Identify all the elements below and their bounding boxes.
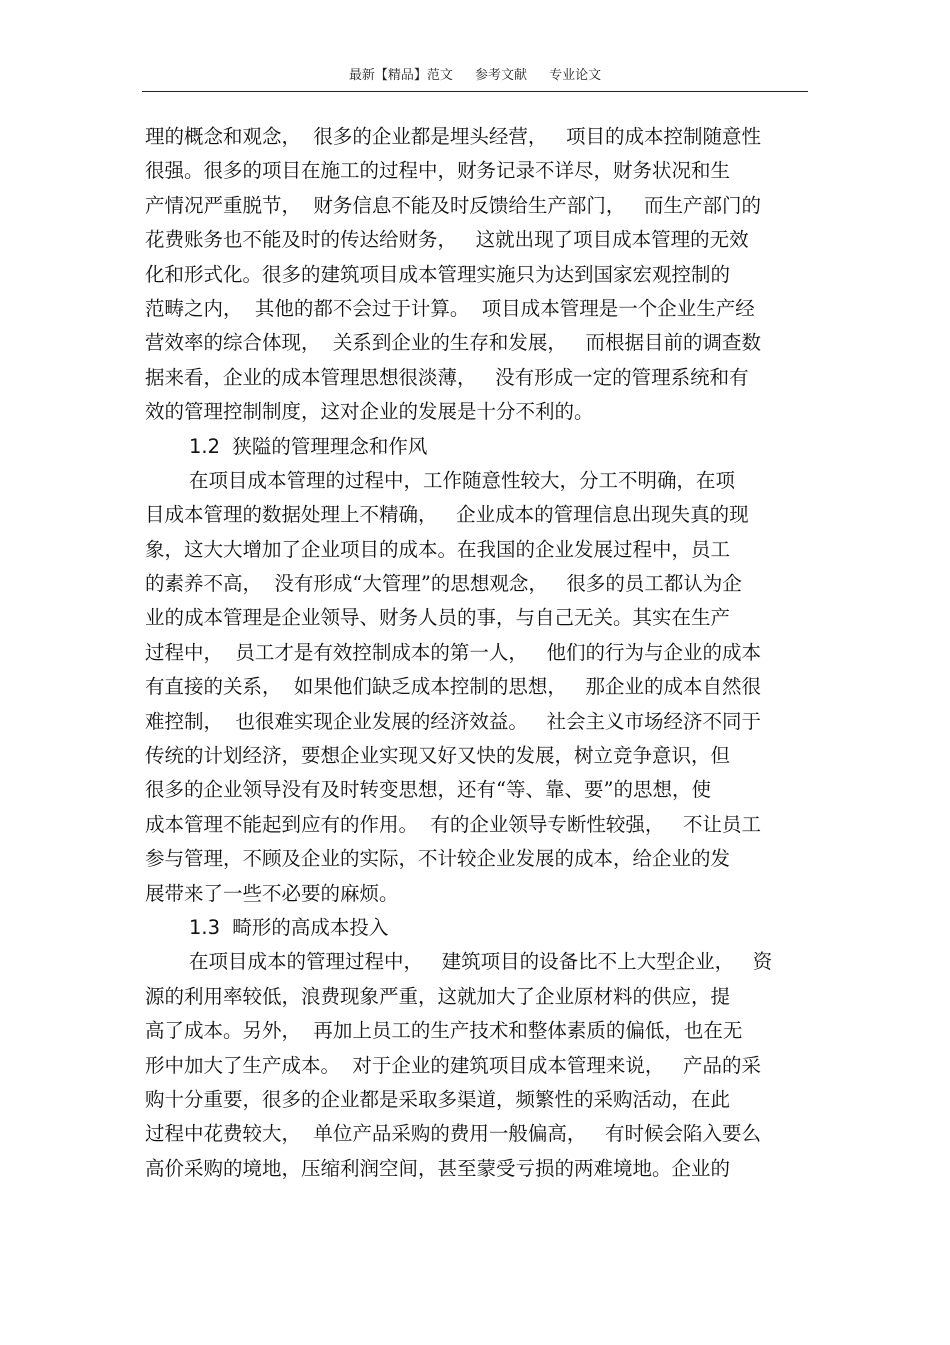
text-line: 有直接的关系， 如果他们缺乏成本控制的思想， 那企业的成本自然很 (145, 675, 761, 699)
text-line: 目成本管理的数据处理上不精确， 企业成本的管理信息出现失真的现 (145, 503, 749, 527)
text-line: 源的利用率较低，浪费现象严重，这就加大了企业原材料的供应，提 (145, 984, 731, 1008)
text-line: 过程中， 员工才是有效控制成本的第一人， 他们的行为与企业的成本 (145, 640, 761, 664)
header-item-references: 参考文献 (474, 68, 527, 83)
header-item-papers: 专业论文 (549, 68, 602, 83)
text-line: 业的成本管理是企业领导、财务人员的事，与自己无关。其实在生产 (145, 606, 731, 630)
text-line: 营效率的综合体现， 关系到企业的生存和发展， 而根据目前的调查数 (145, 331, 761, 355)
text-line: 的素养不高， 没有形成“大管理”的思想观念， 很多的员工都认为企 (145, 572, 742, 596)
section-heading-1-2: 1.2 狭隘的管理理念和作风 (189, 434, 428, 458)
text-line: 形中加大了生产成本。 对于企业的建筑项目成本管理来说， 产品的采 (145, 1053, 761, 1077)
text-line: 成本管理不能起到应有的作用。 有的企业领导专断性较强， 不让员工 (145, 812, 761, 836)
text-line: 化和形式化。很多的建筑项目成本管理实施只为达到国家宏观控制的 (145, 262, 731, 286)
text-line: 很强。很多的项目在施工的过程中，财务记录不详尽，财务状况和生 (145, 159, 731, 183)
text-line: 象，这大大增加了企业项目的成本。在我国的企业发展过程中，员工 (145, 537, 731, 561)
text-line: 据来看，企业的成本管理思想很淡薄， 没有形成一定的管理系统和有 (145, 365, 749, 389)
text-line: 范畴之内， 其他的都不会过于计算。 项目成本管理是一个企业生产经 (145, 296, 755, 320)
text-line: 花费账务也不能及时的传达给财务， 这就出现了项目成本管理的无效 (145, 228, 749, 252)
text-line: 购十分重要，很多的企业都是采取多渠道，频繁性的采购活动，在此 (145, 1087, 731, 1111)
text-line: 产情况严重脱节， 财务信息不能及时反馈给生产部门， 而生产部门的 (145, 193, 761, 217)
header-divider (142, 91, 808, 92)
text-line: 理的概念和观念， 很多的企业都是埋头经营， 项目的成本控制随意性 (145, 125, 761, 148)
text-line: 高价采购的境地，压缩利润空间，甚至蒙受亏损的两难境地。企业的 (145, 1156, 731, 1180)
text-line: 在项目成本的管理过程中， 建筑项目的设备比不上大型企业， 资 (189, 950, 773, 974)
page-header (142, 64, 808, 92)
section-heading-1-3: 1.3 畸形的高成本投入 (189, 915, 389, 939)
body-text (145, 120, 815, 1186)
text-line: 效的管理控制制度，这对企业的发展是十分不利的。 (145, 400, 594, 424)
text-line: 参与管理，不顾及企业的实际，不计较企业发展的成本，给企业的发 (145, 847, 731, 871)
text-line: 展带来了一些不必要的麻烦。 (145, 881, 399, 905)
header-item-fanwen: 最新【精品】范文 (348, 68, 453, 83)
text-line: 过程中花费较大， 单位产品采购的费用一般偏高， 有时候会陷入要么 (145, 1122, 761, 1146)
text-line: 传统的计划经济，要想企业实现又好又快的发展，树立竞争意识，但 (145, 744, 731, 768)
text-line: 很多的企业领导没有及时转变思想，还有“等、靠、要”的思想，使 (145, 778, 711, 802)
text-line: 在项目成本管理的过程中，工作随意性较大，分工不明确，在项 (189, 468, 736, 492)
text-line: 高了成本。另外， 再加上员工的生产技术和整体素质的偏低，也在无 (145, 1019, 743, 1043)
text-line: 难控制， 也很难实现企业发展的经济效益。 社会主义市场经济不同于 (145, 709, 761, 733)
